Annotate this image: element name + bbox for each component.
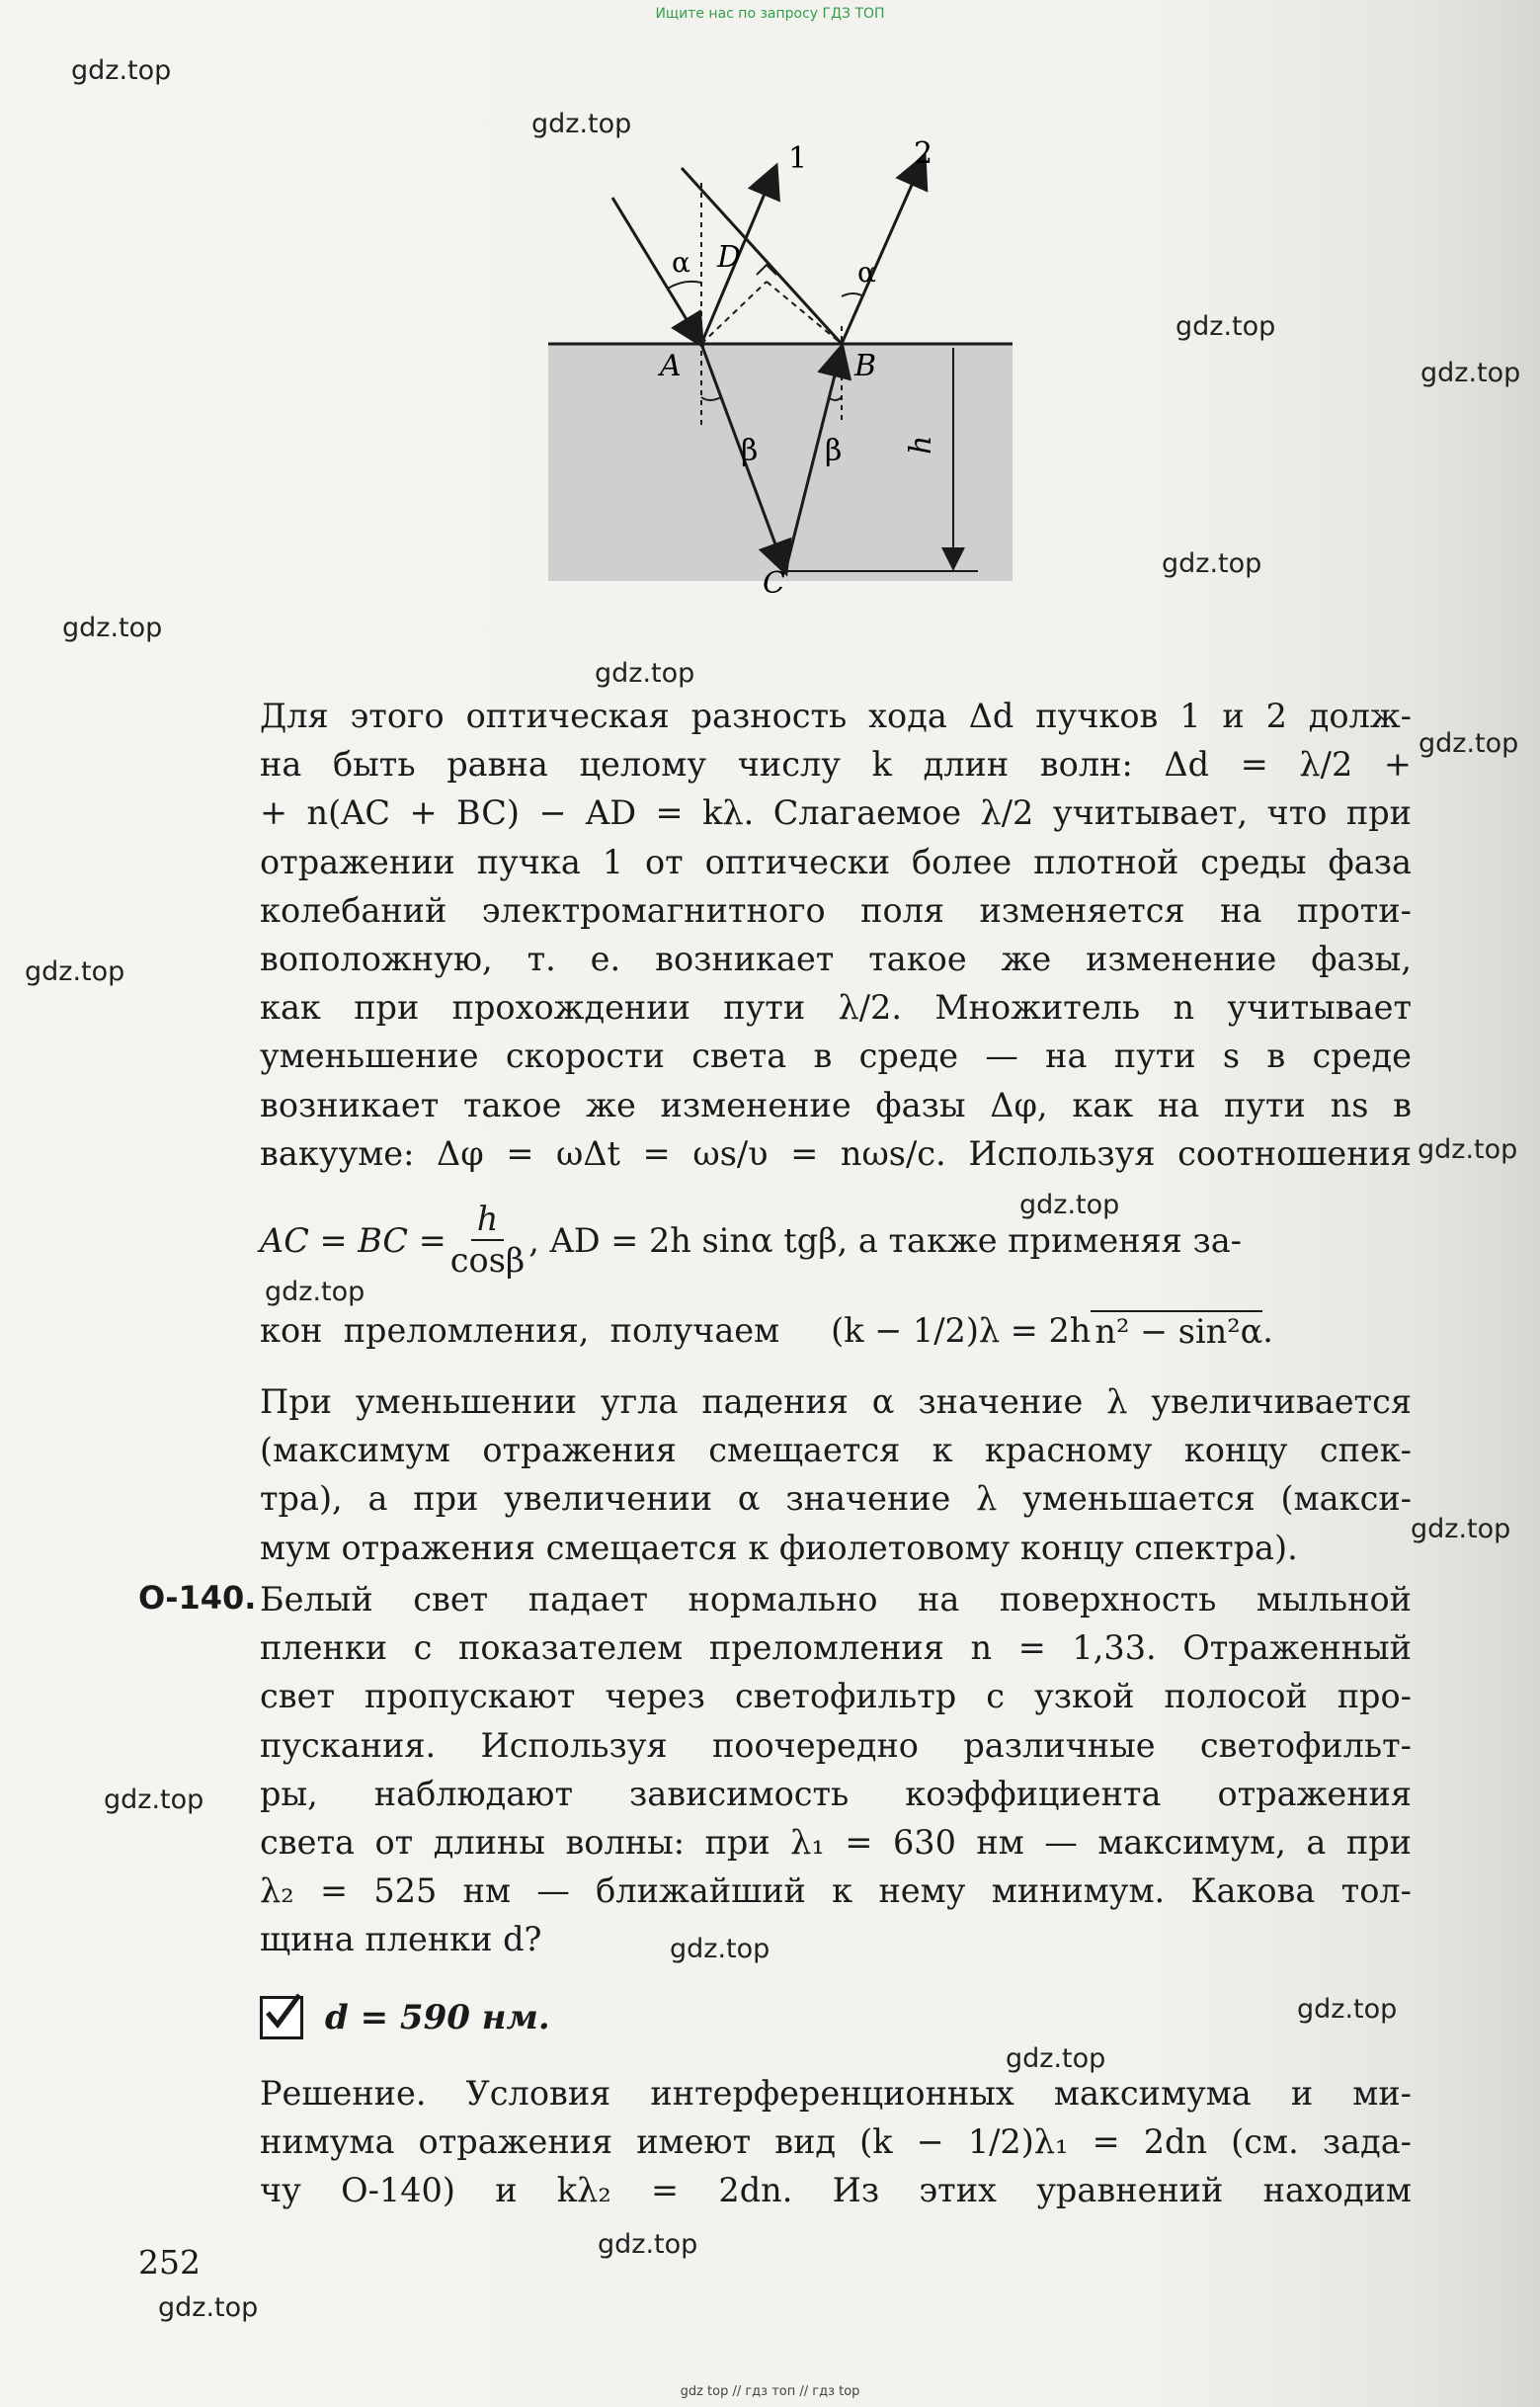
text-line: мум отражения смещается к фиолетовому концу спектра). — [260, 1528, 1298, 1567]
fraction-numerator: h — [471, 1200, 505, 1241]
segment-db — [767, 282, 842, 344]
watermark: gdz.top — [104, 1784, 204, 1815]
label-beta-left: β — [741, 434, 759, 468]
solution — [260, 2069, 1412, 2215]
watermark: gdz.top — [1411, 1514, 1511, 1544]
text-line: λ₂ = 525 нм — ближайший к нему минимум. Какова тол- — [260, 1871, 1412, 1911]
text-line: света от длины волны: при λ₁ = 630 нм — максимум, а при — [260, 1822, 1412, 1862]
answer-text: d = 590 нм. — [325, 1998, 550, 2037]
watermark: gdz.top — [1019, 1190, 1120, 1220]
formula-tail: . — [1262, 1310, 1273, 1350]
label-alpha-left: α — [672, 246, 690, 279]
text-line: Решение. Условия интерференционных максимума и ми- — [260, 2074, 1412, 2113]
text-line: колебаний электромагнитного поля изменяется на проти- — [260, 890, 1412, 930]
paragraph-2 — [260, 1377, 1412, 1572]
footer-note: gdz top // гдз топ // гдз top — [680, 2384, 860, 2399]
label-ray-1: 1 — [788, 141, 808, 176]
formula-refraction — [260, 1294, 1412, 1366]
fraction-denominator: cosβ — [449, 1241, 526, 1280]
text-line: При уменьшении угла падения α значение λ увеличивается — [260, 1382, 1412, 1421]
text-line: возникает такое же изменение фазы Δφ, как на пути ns в — [260, 1085, 1412, 1124]
text-line: (максимум отражения смещается к красному концу спек- — [260, 1431, 1412, 1470]
label-point-d: D — [717, 240, 742, 275]
label-ray-2: 2 — [914, 136, 933, 171]
text-line: + n(AC + BC) − AD = kλ. Слагаемое λ/2 учитывает, что при — [260, 793, 1412, 833]
text-line: ры, наблюдают зависимость коэффициента отражения — [260, 1774, 1412, 1813]
optics-diagram — [533, 128, 1027, 593]
text-line: отражении пучка 1 от оптически более плотной среды фаза — [260, 842, 1412, 881]
text-line: чу О-140) и kλ₂ = 2dn. Из этих уравнений находим — [260, 2171, 1412, 2210]
sqrt-radicand: n² − sin²α — [1091, 1310, 1262, 1351]
segment-ad — [701, 282, 767, 344]
formula-ac-bc — [260, 1196, 1412, 1285]
label-point-c: C — [763, 566, 785, 593]
label-height: h — [904, 435, 938, 455]
reflected-ray-2 — [842, 158, 924, 344]
header-note: Ищите нас по запросу ГДЗ ТОП — [655, 6, 885, 22]
text-line: нимума отражения имеют вид (k − 1/2)λ₁ = 2dn (см. зада- — [260, 2122, 1412, 2162]
label-point-b: B — [854, 349, 877, 383]
paragraph-1 — [260, 692, 1412, 1178]
text-line: щина пленки d? — [260, 1920, 542, 1959]
label-alpha-right: α — [857, 256, 876, 289]
formula-text: кон преломления, получаем — [260, 1310, 780, 1350]
watermark: gdz.top — [62, 613, 163, 643]
watermark: gdz.top — [1006, 2043, 1106, 2074]
watermark: gdz.top — [1418, 1134, 1518, 1165]
watermark: gdz.top — [1297, 1994, 1398, 2025]
text-line: Белый свет падает нормально на поверхность мыльной — [260, 1580, 1412, 1618]
answer — [260, 1990, 550, 2045]
text-line: вакууме: Δφ = ωΔt = ωs/υ = nωs/c. Используя соотношения — [260, 1133, 1412, 1173]
text-line: пускания. Используя поочередно различные светофильт- — [260, 1725, 1412, 1765]
watermark: gdz.top — [595, 658, 695, 689]
watermark: gdz.top — [1175, 311, 1276, 342]
fraction-h-cos-beta — [450, 1200, 526, 1281]
text-line: свет пропускают через светофильтр с узкой полосой про- — [260, 1677, 1412, 1716]
formula-left: AC = BC = — [260, 1220, 446, 1260]
incident-ray-2 — [682, 168, 842, 344]
watermark: gdz.top — [71, 55, 172, 86]
checkmark-icon — [260, 1996, 303, 2039]
angle-arc-alpha-right — [842, 293, 863, 296]
formula-right: , AD = 2h sinα tgβ, а также применяя за- — [528, 1220, 1243, 1260]
film-region — [548, 344, 1013, 581]
watermark: gdz.top — [598, 2229, 698, 2260]
problem-number: О-140. — [138, 1579, 257, 1617]
label-point-a: A — [660, 349, 682, 383]
angle-arc-alpha-left — [668, 282, 701, 289]
text-line: пленки с показателем преломления n = 1,33. Отраженный — [260, 1628, 1412, 1668]
text-line: на быть равна целому числу k длин волн: Δd = λ/2 + — [260, 745, 1412, 785]
label-beta-right: β — [825, 434, 843, 468]
watermark: gdz.top — [531, 109, 632, 139]
watermark: gdz.top — [1418, 728, 1519, 759]
text-line: как при прохождении пути λ/2. Множитель n учитывает — [260, 988, 1412, 1028]
text-line: уменьшение скорости света в среде — на пути s в среде — [260, 1037, 1412, 1076]
watermark: gdz.top — [1420, 358, 1521, 388]
watermark: gdz.top — [670, 1934, 770, 1964]
text-line: воположную, т. е. возникает такое же изменение фазы, — [260, 939, 1412, 978]
watermark: gdz.top — [25, 956, 125, 987]
watermark: gdz.top — [1162, 548, 1262, 579]
text-line: тра), а при увеличении α значение λ уменьшается (макси- — [260, 1479, 1412, 1519]
watermark: gdz.top — [265, 1277, 365, 1307]
formula-expression: (k − 1/2)λ = 2h — [831, 1310, 1092, 1350]
text-line: Для этого оптическая разность хода Δd пучков 1 и 2 долж- — [260, 697, 1412, 735]
watermark: gdz.top — [158, 2292, 259, 2323]
page-number: 252 — [138, 2243, 201, 2282]
problem-statement — [260, 1575, 1412, 1964]
